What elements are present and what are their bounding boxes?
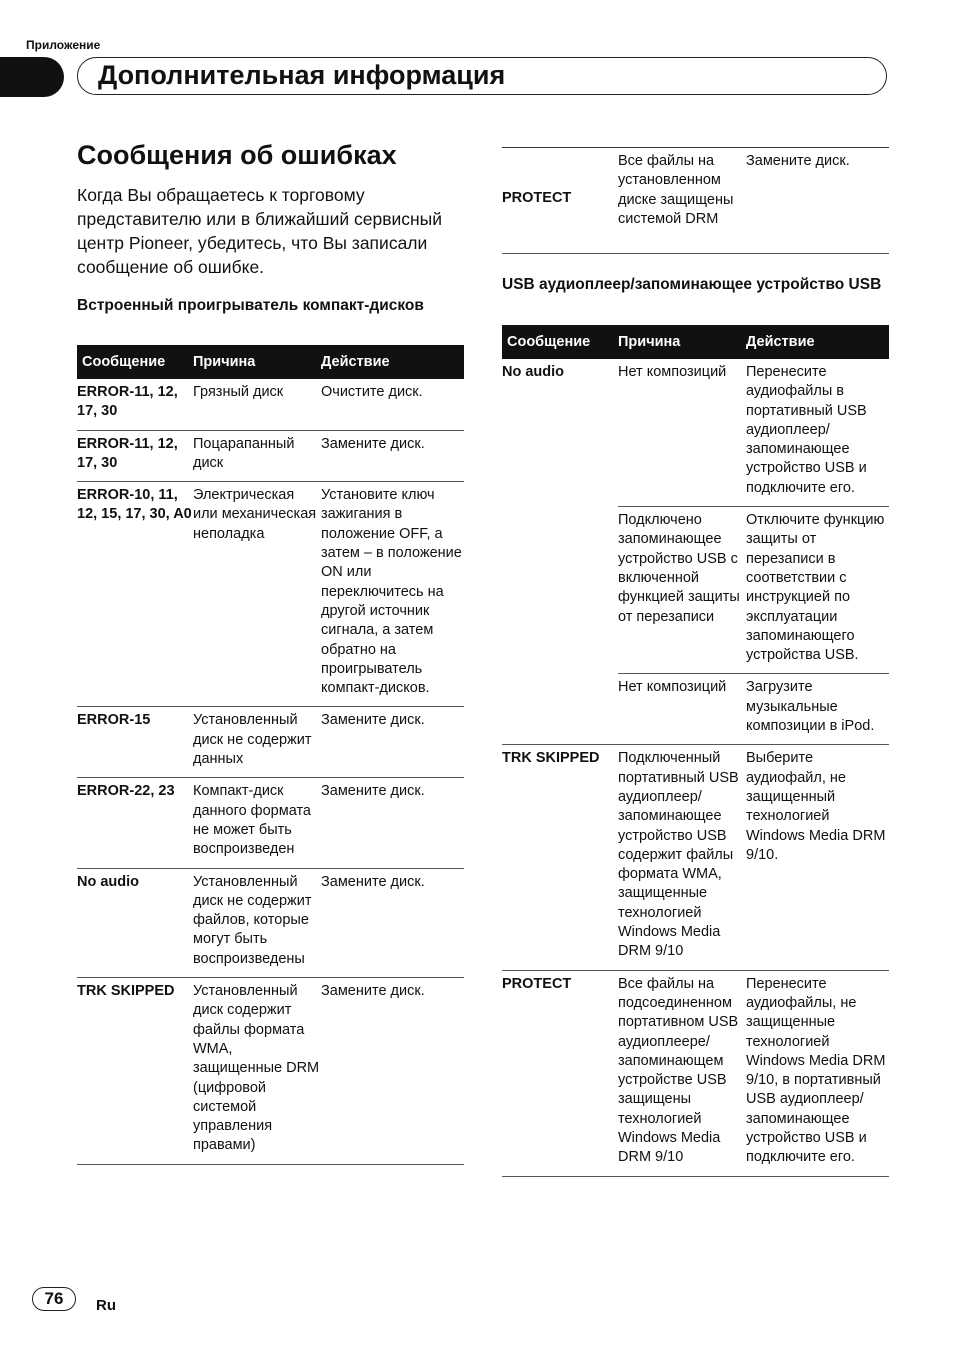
table-row <box>77 707 464 778</box>
usb-table-body <box>502 745 889 1176</box>
action-cell: Загрузите музыкальные композиции в iPod. <box>746 679 875 735</box>
action-cell: Замените диск. <box>321 783 425 800</box>
column-header-message: Сообщение <box>82 354 166 370</box>
cause-cell: Подключенный портативный USB аудиоплеер/запоминающее устройство USB содержит файлы формата WMA, защищенные технологией Windows Media DRM 9/10 <box>618 750 739 960</box>
section-tab-marker <box>0 57 64 97</box>
action-cell: Замените диск. <box>321 712 425 729</box>
cd-section-heading: Встроенный проигрыватель компакт-дисков <box>77 297 424 314</box>
action-cell: Замените диск. <box>321 435 425 452</box>
table-row <box>502 745 889 970</box>
usb-error-table <box>502 325 889 1177</box>
table-row <box>77 431 464 483</box>
column-header-action: Действие <box>321 354 390 370</box>
table-row <box>77 379 464 431</box>
message-cell: ERROR-15 <box>77 712 151 729</box>
message-cell: No audio <box>77 873 140 890</box>
message-cell: ERROR-11, 12, 17, 30 <box>77 384 178 420</box>
usb-section-heading: USB аудиоплеер/запоминающее устройство USB <box>502 276 882 293</box>
table-header <box>502 325 889 359</box>
action-cell: Перенесите аудиофайлы в портативный USB аудиоплеер/запоминающее устройство USB и подключите его. <box>746 364 867 496</box>
message-cell: PROTECT <box>502 189 572 206</box>
column-header-message: Сообщение <box>507 334 591 350</box>
cause-cell: Установленный диск не содержит файлов, которые могут быть воспроизведены <box>193 873 312 967</box>
cd-error-table-continued <box>502 147 889 254</box>
table-row <box>77 869 464 978</box>
action-cell: Очистите диск. <box>321 384 423 400</box>
action-cell: Выберите аудиофайл, не защищенный технологией Windows Media DRM 9/10. <box>746 750 886 863</box>
action-cell: Замените диск. <box>321 873 425 890</box>
message-cell: TRK SKIPPED <box>502 750 600 767</box>
table-row <box>77 482 464 707</box>
message-cell: PROTECT <box>502 975 572 992</box>
sub-row <box>618 359 889 507</box>
message-cell: ERROR-10, 11, 12, 15, 17, 30, A0 <box>77 487 192 523</box>
cause-cell: Подключено запоминающее устройство USB с включенной функцией защиты от перезаписи <box>618 512 740 625</box>
message-cell: ERROR-22, 23 <box>77 783 175 800</box>
appendix-label: Приложение <box>26 38 101 52</box>
table-row <box>77 778 464 868</box>
action-cell: Замените диск. <box>321 983 425 1000</box>
cd-table-body <box>77 379 464 1165</box>
cause-cell: Нет композиций <box>618 679 727 696</box>
cause-cell: Все файлы на подсоединенном портативном USB аудиоплеере/запоминающем устройстве USB защищены технологией Windows Media DRM 9/10 <box>618 975 739 1166</box>
column-header-action: Действие <box>746 334 815 350</box>
table-row <box>502 971 889 1177</box>
no-audio-subrows <box>618 359 889 744</box>
action-cell: Перенесите аудиофайлы, не защищенные технологией Windows Media DRM 9/10, в портативный USB аудиоплеер/запоминающее устройство USB и подключите его. <box>746 975 886 1166</box>
cause-cell: Грязный диск <box>193 384 284 400</box>
cause-cell: Установленный диск не содержит данных <box>193 712 312 768</box>
cause-cell: Все файлы на установленном диске защищены системой DRM <box>618 153 734 227</box>
sub-row <box>618 674 889 744</box>
cause-cell: Установленный диск содержит файлы формата WMA, защищенные DRM (цифровой системой управления правами) <box>193 983 320 1154</box>
action-cell: Установите ключ зажигания в положение OFF, а затем – в положение ON или переключитесь на другой источник сигнала, а затем обратно на проигрыватель компакт-дисков. <box>321 487 462 697</box>
table-row-no-audio <box>502 359 889 745</box>
cause-cell: Поцарапанный диск <box>193 435 295 471</box>
table-row <box>502 148 889 254</box>
cd-error-table <box>77 345 464 1165</box>
page-number: 76 <box>32 1287 76 1311</box>
message-cell: No audio <box>502 364 565 380</box>
action-cell: Замените диск. <box>746 153 850 169</box>
table-row <box>77 978 464 1165</box>
column-header-cause: Причина <box>193 354 256 370</box>
table-header <box>77 345 464 379</box>
section-title: Дополнительная информация <box>77 57 887 95</box>
cause-cell: Компакт-диск данного формата не может быть воспроизведен <box>193 783 311 858</box>
intro-paragraph: Когда Вы обращаетесь к торговому представителю или в ближайший сервисный центр Pioneer, убедитесь, что Вы записали сообщение об ошибке. <box>77 185 443 277</box>
page-title: Сообщения об ошибках <box>77 140 397 170</box>
language-code: Ru <box>96 1297 116 1314</box>
action-cell: Отключите функцию защиты от перезаписи в соответствии с инструкцией по эксплуатации запоминающего устройства USB. <box>746 512 885 664</box>
sub-row <box>618 507 889 674</box>
message-cell: ERROR-11, 12, 17, 30 <box>77 435 178 471</box>
column-header-cause: Причина <box>618 334 681 350</box>
cause-cell: Электрическая или механическая неполадка <box>193 487 317 542</box>
message-cell: TRK SKIPPED <box>77 983 175 1000</box>
cause-cell: Нет композиций <box>618 364 727 380</box>
